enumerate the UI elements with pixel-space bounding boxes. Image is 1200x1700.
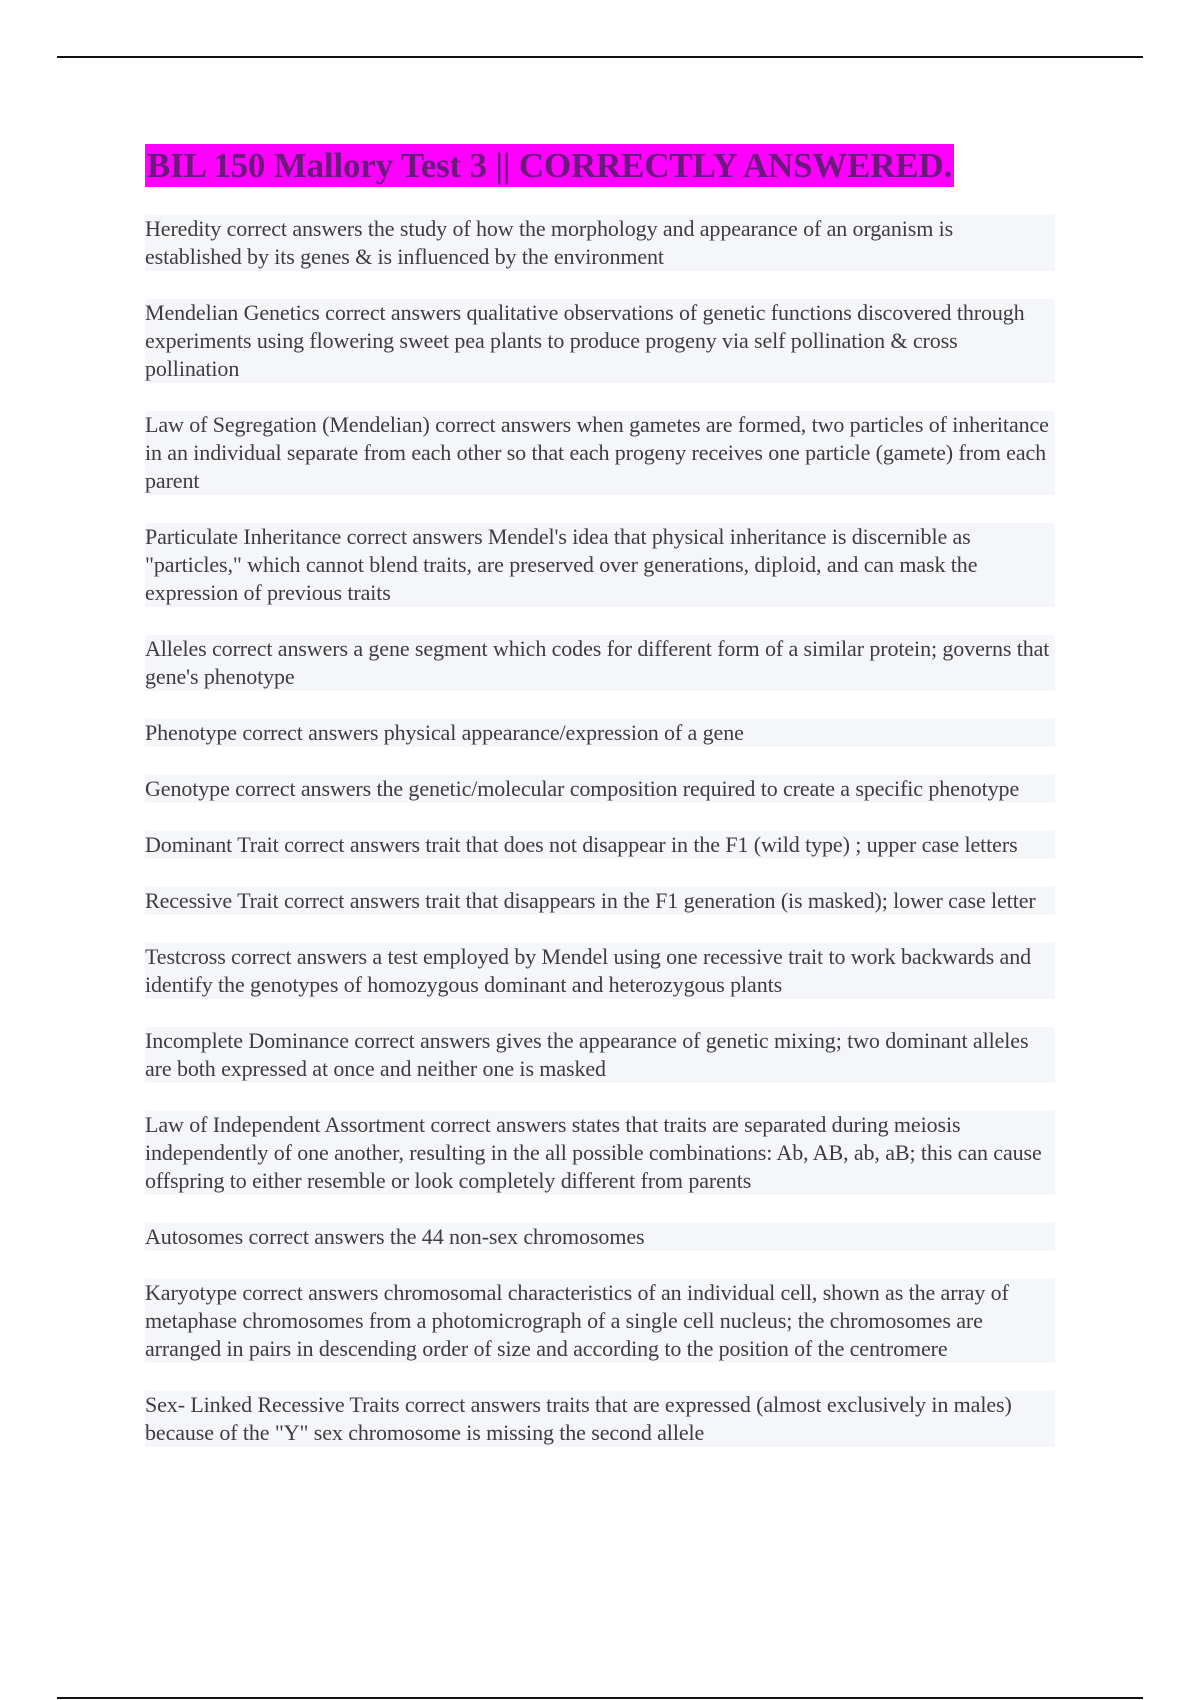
list-item: Genotype correct answers the genetic/molecular composition required to create a specific phenotype: [145, 775, 1055, 803]
list-item: Karyotype correct answers chromosomal characteristics of an individual cell, shown as the array of metaphase chromosomes from a photomicrograph of a single cell nucleus; the chromosomes are arranged in pairs in descending order of size and according to the position of the centromere: [145, 1279, 1055, 1363]
title-container: [145, 144, 954, 187]
entry-list: [145, 215, 1055, 1475]
list-item: Law of Segregation (Mendelian) correct answers when gametes are formed, two particles of inheritance in an individual separate from each other so that each progeny receives one particle (gamete) from each parent: [145, 411, 1055, 495]
list-item: Phenotype correct answers physical appearance/expression of a gene: [145, 719, 1055, 747]
list-item: Testcross correct answers a test employed by Mendel using one recessive trait to work backwards and identify the genotypes of homozygous dominant and heterozygous plants: [145, 943, 1055, 999]
list-item: Incomplete Dominance correct answers gives the appearance of genetic mixing; two dominant alleles are both expressed at once and neither one is masked: [145, 1027, 1055, 1083]
list-item: Sex- Linked Recessive Traits correct answers traits that are expressed (almost exclusively in males) because of the "Y" sex chromosome is missing the second allele: [145, 1391, 1055, 1447]
list-item: Recessive Trait correct answers trait that disappears in the F1 generation (is masked); lower case letter: [145, 887, 1055, 915]
list-item: Particulate Inheritance correct answers Mendel's idea that physical inheritance is discernible as "particles," which cannot blend traits, are preserved over generations, diploid, and can mask the expression of previous traits: [145, 523, 1055, 607]
document-title: BIL 150 Mallory Test 3 || CORRECTLY ANSWERED.: [147, 146, 953, 185]
bottom-rule: [57, 1697, 1143, 1699]
list-item: Mendelian Genetics correct answers qualitative observations of genetic functions discovered through experiments using flowering sweet pea plants to produce progeny via self pollination & cross pollination: [145, 299, 1055, 383]
list-item: Law of Independent Assortment correct answers states that traits are separated during meiosis independently of one another, resulting in the all possible combinations: Ab, AB, ab, aB; this can cause offspring to either resemble or look completely different from parents: [145, 1111, 1055, 1195]
list-item: Alleles correct answers a gene segment which codes for different form of a similar protein; governs that gene's phenotype: [145, 635, 1055, 691]
top-rule: [57, 56, 1143, 58]
list-item: Dominant Trait correct answers trait that does not disappear in the F1 (wild type) ; upper case letters: [145, 831, 1055, 859]
list-item: Heredity correct answers the study of how the morphology and appearance of an organism is established by its genes & is influenced by the environment: [145, 215, 1055, 271]
list-item: Autosomes correct answers the 44 non-sex chromosomes: [145, 1223, 1055, 1251]
